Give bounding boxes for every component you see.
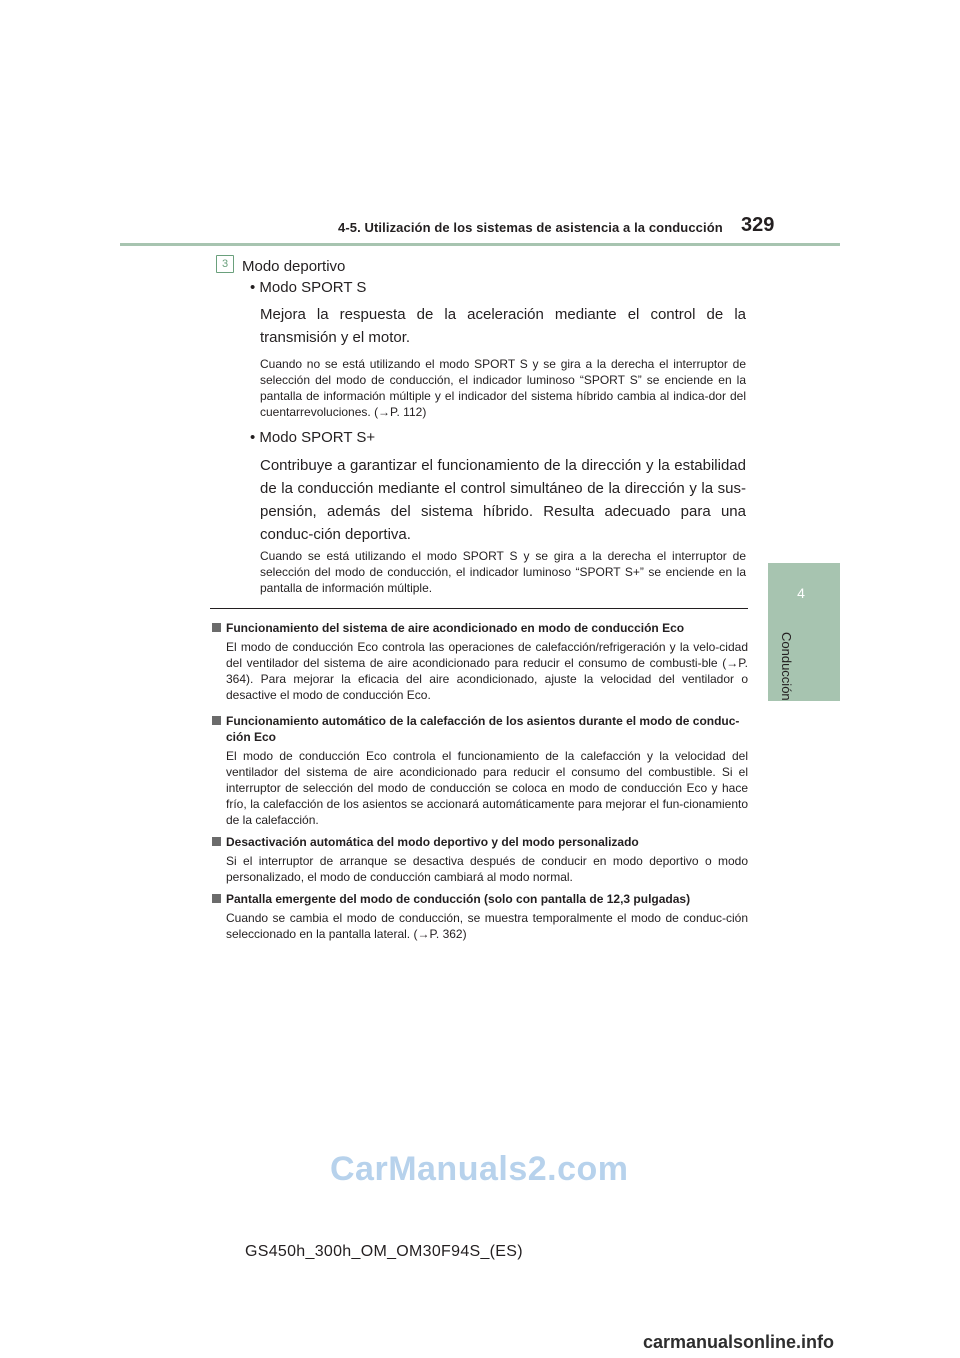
watermark-carmanualsonline: carmanualsonline.info <box>643 1332 835 1352</box>
section-title: Modo deportivo <box>242 258 346 275</box>
header-rule <box>120 243 840 246</box>
section-badge: 3 <box>216 255 234 273</box>
page-number: 329 <box>741 214 775 236</box>
note-block <box>212 891 748 942</box>
note-heading-text: Funcionamiento del sistema de aire acondicionado en modo de conducción Eco <box>226 621 685 635</box>
note-body: Cuando se cambia el modo de conducción, se muestra temporalmente el modo de conduc-ción seleccionado en la pantalla lateral. (→P. 362) <box>226 911 748 941</box>
section-divider <box>210 608 748 609</box>
sport-s-plus-description: Contribuye a garantizar el funcionamiento de la dirección y la estabilidad de la conducción mediante el control simultáneo de la dirección y la sus-pensión, además del sistema híbrido. Resulta adecuado para una conduc-ción deportiva. <box>260 457 746 543</box>
square-bullet-icon <box>212 837 221 846</box>
square-bullet-icon <box>212 894 221 903</box>
bullet-sport-s-plus: • Modo SPORT S+ <box>250 429 376 446</box>
note-block <box>212 713 748 828</box>
square-bullet-icon <box>212 623 221 632</box>
watermark-carmanuals: CarManuals2.com <box>330 1150 629 1188</box>
note-heading-text: Desactivación automática del modo deportivo y del modo personalizado <box>226 835 639 849</box>
note-block <box>212 620 748 703</box>
sport-s-plus-note: Cuando se está utilizando el modo SPORT S y se gira a la derecha el interruptor de selección del modo de conducción, el indicador luminoso “SPORT S+” se enciende en la pantalla de información múltiple. <box>260 549 746 595</box>
note-body: Si el interruptor de arranque se desactiva después de conducir en modo deportivo o modo personalizado, el modo de conducción cambiará al modo normal. <box>226 854 748 884</box>
note-heading <box>212 713 748 745</box>
note-heading <box>212 834 748 850</box>
header-title: 4-5. Utilización de los sistemas de asistencia a la conducción <box>338 220 723 235</box>
note-heading <box>212 891 748 907</box>
chapter-label: Conducción <box>779 632 794 701</box>
chapter-number: 4 <box>797 585 805 601</box>
square-bullet-icon <box>212 716 221 725</box>
note-heading <box>212 620 748 636</box>
sport-s-description: Mejora la respuesta de la aceleración mediante el control de la transmisión y el motor. <box>260 306 746 346</box>
note-heading-text: Pantalla emergente del modo de conducción (solo con pantalla de 12,3 pulgadas) <box>226 892 691 906</box>
note-block <box>212 834 748 885</box>
note-body: El modo de conducción Eco controla el funcionamiento de la calefacción y la velocidad del ventilador del sistema de aire acondicionado para reducir el consumo del combustible. Si el interruptor de selección del modo de conducción se coloca en modo de conducción Eco y hace frío, la calefacción de los asientos se accionará automáticamente para mejorar el fun-cionamiento de la calefacción. <box>226 749 748 827</box>
note-heading-text: Funcionamiento automático de la calefacción de los asientos durante el modo de conduc-ción Eco <box>226 714 740 744</box>
note-body: El modo de conducción Eco controla las operaciones de calefacción/refrigeración y la velo-cidad del ventilador del sistema de aire acondicionado para reducir el consumo de combusti-ble (→P. 364). Para mejorar la eficacia del aire acondicionado, ajuste la velocidad del ventilador o desactive el modo de conducción Eco. <box>226 640 748 702</box>
bullet-sport-s: • Modo SPORT S <box>250 279 367 296</box>
footer-code: GS450h_300h_OM_OM30F94S_(ES) <box>245 1243 523 1260</box>
sport-s-note: Cuando no se está utilizando el modo SPORT S y se gira a la derecha el interruptor de selección del modo de conducción, el indicador luminoso “SPORT S” se enciende en la pantalla de información múltiple y el indicador del sistema híbrido cambia al indica-dor del cuentarrevoluciones. (→P. 112) <box>260 357 746 419</box>
